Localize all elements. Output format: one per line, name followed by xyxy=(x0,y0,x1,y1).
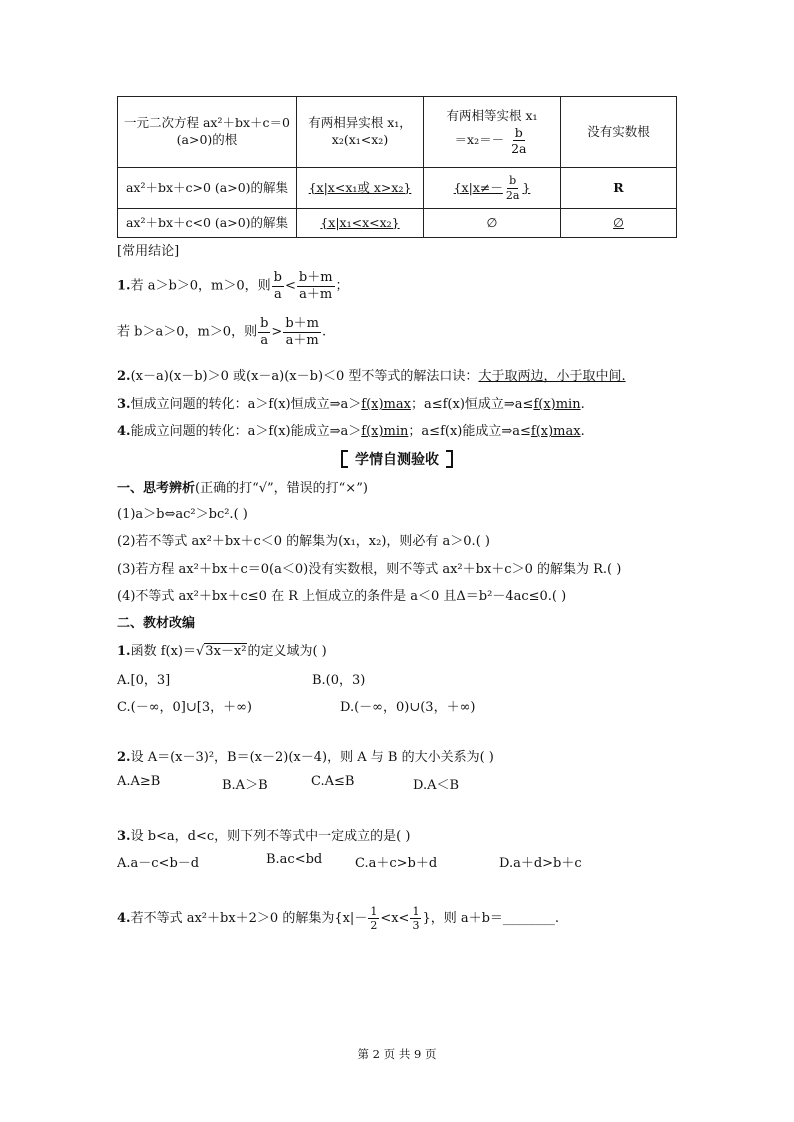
text: 恒成立问题的转化：a＞f(x)恒成立⇒a＞ xyxy=(130,397,362,412)
text: <x< xyxy=(380,911,410,927)
fraction xyxy=(504,174,522,201)
q1-option-d: D.(－∞，0)∪(3，＋∞) xyxy=(340,700,476,715)
numerator: b xyxy=(273,270,282,285)
formula-text: {x|x≠－ xyxy=(453,179,503,195)
text: 能成立问题的转化：a＞f(x)能成立⇒a＞ xyxy=(130,424,362,439)
table-cell: ∅ xyxy=(561,209,677,238)
sqrt-content: 3x－x² xyxy=(205,644,247,659)
common-conclusions-tag: [常用结论] xyxy=(117,244,180,259)
judge-item-2: (2)若不等式 ax²＋bx＋c＜0 的解集为(x₁，x₂)，则必有 a＞0.( ) xyxy=(117,534,490,549)
fraction xyxy=(410,905,421,932)
underlined-answer: f(x)min xyxy=(533,397,581,412)
conclusion-4 xyxy=(117,420,585,439)
q3-option-a: A.a－c<b－d xyxy=(117,856,200,871)
q3-option-d: D.a＋d>b＋c xyxy=(499,856,582,871)
q2-option-d: D.A＜B xyxy=(413,778,460,793)
question-2 xyxy=(117,746,494,765)
table-cell: 有两相异实根 x₁，x₂(x₁<x₂) xyxy=(297,97,424,168)
numerator: b xyxy=(260,316,269,331)
text: 函数 f(x)＝ xyxy=(130,644,196,659)
operator: < xyxy=(284,278,296,294)
table-cell: ax²＋bx＋c>0 (a>0)的解集 xyxy=(118,168,297,209)
text: 的定义域为( ) xyxy=(247,644,327,659)
item-number: 1. xyxy=(117,644,131,659)
table-row xyxy=(118,209,677,238)
fraction xyxy=(368,905,379,932)
denominator: 2 xyxy=(370,919,378,933)
denominator: 2a xyxy=(505,188,520,202)
text: (x－a)(x－b)＞0 或(x－a)(x－b)＜0 型不等式的解法口诀： xyxy=(130,369,479,384)
question-1 xyxy=(117,640,327,659)
text: 若 b＞a＞0，m＞0，则 xyxy=(117,324,258,340)
denominator: a＋m xyxy=(285,332,319,348)
text: ； xyxy=(335,278,349,294)
solution-table xyxy=(117,96,677,238)
section-title-text: 学情自测验收 xyxy=(345,449,449,469)
numerator: b xyxy=(509,174,517,188)
table-cell: ax²＋bx＋c<0 (a>0)的解集 xyxy=(118,209,297,238)
item-number: 4. xyxy=(117,424,131,439)
conclusion-2 xyxy=(117,365,626,384)
underlined-answer: f(x)max xyxy=(530,424,581,439)
item-number: 3. xyxy=(117,829,131,844)
table-cell xyxy=(424,168,561,209)
numerator: 1 xyxy=(370,905,378,918)
conclusion-3 xyxy=(117,393,585,412)
q2-option-a: A.A≥B xyxy=(117,774,161,789)
denominator: a xyxy=(260,332,269,348)
text: ；a≤f(x)能成立⇒a≤ xyxy=(408,424,531,439)
item-number: 1. xyxy=(117,278,131,294)
table-cell: 一元二次方程 ax²＋bx＋c＝0 (a>0)的根 xyxy=(118,97,297,168)
page-footer: 第 2 页 共 9 页 xyxy=(357,1047,437,1061)
q3-option-c: C.a＋c>b＋d xyxy=(355,856,438,871)
table-cell: {x|x₁<x<x₂} xyxy=(297,209,424,238)
heading: 一、思考辨析 xyxy=(117,481,196,496)
question-3 xyxy=(117,825,410,844)
part1-heading xyxy=(117,477,368,496)
conclusion-1b xyxy=(117,316,326,348)
formula-text: ＝x₂＝－ xyxy=(454,131,505,147)
text: ；a≤f(x)恒成立⇒a≤ xyxy=(410,397,534,412)
q1-option-a: A.[0，3] xyxy=(117,673,171,688)
cell-answer xyxy=(453,174,531,202)
table-cell: ∅ xyxy=(424,209,561,238)
text: 若 a＞b＞0，m＞0，则 xyxy=(130,278,271,294)
fraction xyxy=(509,125,528,156)
denominator: 2a xyxy=(511,140,527,156)
item-number: 2. xyxy=(117,369,131,384)
table-cell: R xyxy=(561,168,677,209)
question-4 xyxy=(117,905,559,932)
judge-item-3: (3)若方程 ax²＋bx＋c＝0(a＜0)没有实数根，则不等式 ax²＋bx＋c＞0 的解集为 R.( ) xyxy=(117,562,622,577)
part2-heading: 二、教材改编 xyxy=(117,616,196,631)
section-title xyxy=(0,449,794,469)
q2-option-c: C.A≤B xyxy=(311,774,355,789)
q3-option-b: B.ac<bd xyxy=(266,852,323,867)
conclusion-1 xyxy=(117,270,349,302)
text: 设 b<a，d<c，则下列不等式中一定成立的是( ) xyxy=(130,829,411,844)
cell-text: 有两相等实根 x₁ xyxy=(446,108,538,124)
underlined-answer: f(x)max xyxy=(361,397,411,412)
operator: > xyxy=(271,324,283,340)
heading-note: (正确的打“√”，错误的打“×”) xyxy=(195,481,368,496)
text: 若不等式 ax²＋bx＋2＞0 的解集为{x|－ xyxy=(130,911,368,927)
text: }，则 a＋b＝________. xyxy=(422,911,560,927)
item-number: 3. xyxy=(117,397,131,412)
numerator: 1 xyxy=(412,905,420,918)
table-row xyxy=(118,168,677,209)
text: . xyxy=(580,397,585,412)
formula-text: } xyxy=(522,179,531,195)
text: . xyxy=(321,324,327,340)
sqrt-sign: √ xyxy=(196,644,205,659)
judge-item-1: (1)a＞b⇔ac²＞bc².( ) xyxy=(117,507,248,522)
underlined-answer: 大于取两边，小于取中间. xyxy=(478,369,626,384)
table-row xyxy=(118,97,677,168)
text: . xyxy=(580,424,585,439)
numerator: b＋m xyxy=(298,270,333,285)
underlined-answer: f(x)min xyxy=(361,424,409,439)
judge-item-4: (4)不等式 ax²＋bx＋c≤0 在 R 上恒成立的条件是 a＜0 且Δ＝b²－4ac≤0.( ) xyxy=(117,589,567,604)
fraction xyxy=(283,316,321,348)
item-number: 2. xyxy=(117,750,131,765)
fraction xyxy=(258,316,270,348)
fraction xyxy=(272,270,284,302)
item-number: 4. xyxy=(117,911,131,927)
table-cell: {x|x<x₁或 x>x₂} xyxy=(297,168,424,209)
numerator: b＋m xyxy=(285,316,319,331)
denominator: a＋m xyxy=(299,286,333,302)
text: 设 A＝(x－3)²，B＝(x－2)(x－4)，则 A 与 B 的大小关系为( ) xyxy=(130,750,494,765)
cell-formula xyxy=(428,125,556,156)
table-cell: 没有实数根 xyxy=(561,97,677,168)
denominator: a xyxy=(273,286,282,302)
fraction xyxy=(297,270,335,302)
numerator: b xyxy=(514,124,523,140)
table-cell xyxy=(424,97,561,168)
q2-option-b: B.A＞B xyxy=(222,778,268,793)
q1-option-c: C.(－∞，0]∪[3，＋∞) xyxy=(117,700,252,715)
q1-option-b: B.(0，3) xyxy=(312,673,366,688)
denominator: 3 xyxy=(412,919,420,933)
